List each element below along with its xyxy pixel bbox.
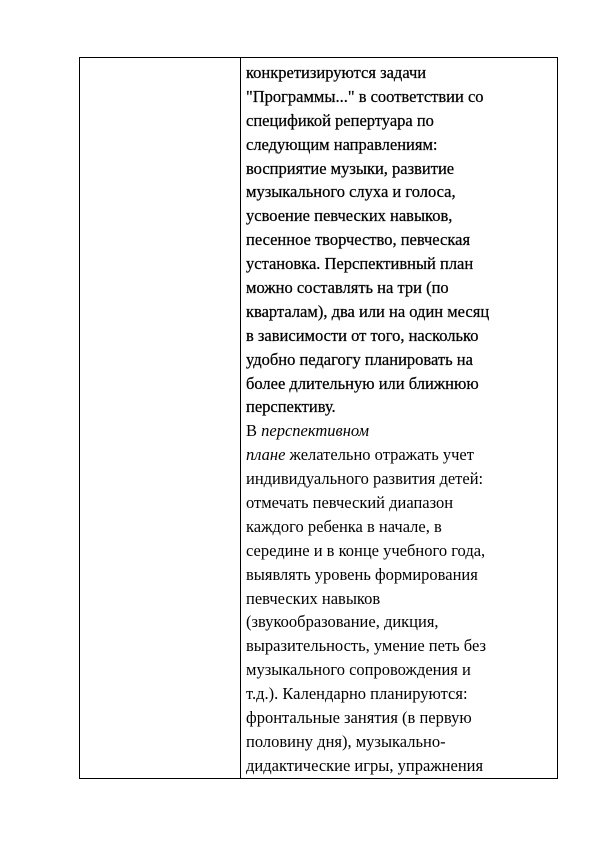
- text-line: середине и в конце учебного года,: [246, 540, 486, 560]
- text-line: перспективу.: [246, 397, 336, 417]
- text-line: музыкального слуха и голоса,: [246, 182, 456, 202]
- text-line: выявлять уровень формирования: [246, 564, 478, 584]
- text-line: (звукообразование, дикция,: [246, 612, 439, 632]
- text-line: усвоение певческих навыков,: [246, 206, 453, 226]
- text-line: конкретизируются задачи: [246, 63, 427, 82]
- text-line: установка. Перспективный план: [246, 254, 474, 274]
- text-line: спецификой репертуара по: [246, 110, 434, 130]
- body-text: [246, 61, 557, 778]
- text-line: половину дня), музыкально-: [246, 731, 446, 751]
- text-line: музыкального сопровождения и: [246, 660, 471, 680]
- text-line: певческих навыков: [246, 588, 381, 608]
- text-line: индивидуального развития детей:: [246, 469, 484, 489]
- text-line: следующим направлениям:: [246, 134, 438, 154]
- text-line: кварталам), два или на один месяц: [246, 301, 490, 321]
- text-line: каждого ребенка в начале, в: [246, 516, 442, 536]
- text-line: в зависимости от того, насколько: [246, 325, 479, 345]
- italic-term: плане: [246, 445, 286, 465]
- text-fragment: желательно отражать учет: [285, 445, 474, 465]
- text-line: [246, 419, 557, 443]
- text-line: удобно педагогу планировать на: [246, 349, 473, 369]
- text-line: можно составлять на три (по: [246, 278, 449, 298]
- italic-term: перспективном: [261, 421, 370, 441]
- content-table: [79, 57, 558, 779]
- text-line: фронтальные занятия (в первую: [246, 708, 472, 728]
- text-line: восприятие музыки, развитие: [246, 158, 455, 178]
- text-line: "Программы..." в соответствии со: [246, 86, 484, 106]
- text-line: [246, 443, 557, 467]
- text-line: песенное творчество, певческая: [246, 230, 471, 250]
- text-line: отмечать певческий диапазон: [246, 493, 454, 513]
- text-fragment: В: [246, 421, 262, 441]
- table-left-column: [80, 58, 241, 778]
- table-right-column: [242, 58, 557, 778]
- text-line: более длительную или ближнюю: [246, 373, 479, 393]
- text-line: выразительность, умение петь без: [246, 636, 487, 656]
- text-line: дидактические игры, упражнения: [246, 755, 484, 775]
- text-line: т.д.). Календарно планируются:: [246, 684, 468, 704]
